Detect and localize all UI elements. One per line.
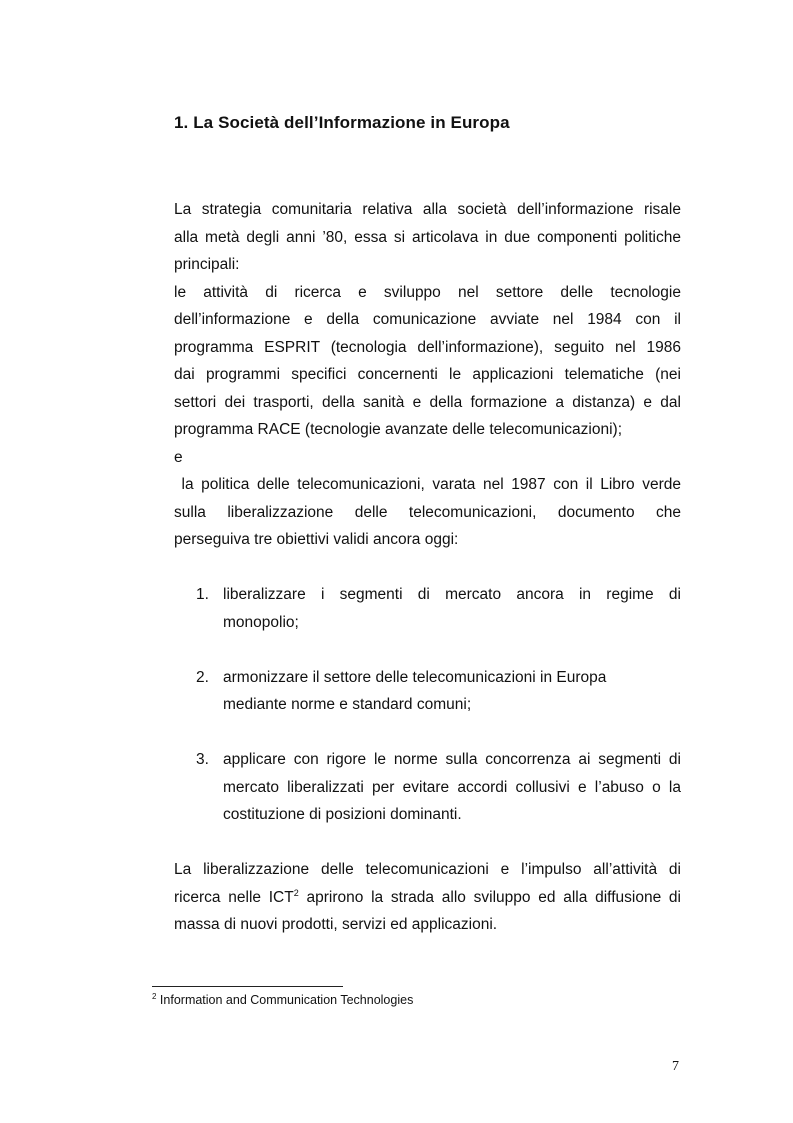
text-line: dai programmi specifici concernenti le applicazioni telematiche (nei [174,366,681,383]
text-fragment: ricerca nelle ICT [174,888,294,906]
text-line: sulla liberalizzazione delle telecomunicazioni, documento che [174,503,681,521]
closing-paragraph [174,856,681,939]
conjunction-line [174,444,681,472]
footnote [152,992,413,1008]
list-number: 1. [196,586,209,603]
text-line: armonizzare il settore delle telecomunicazioni in Europa [223,668,607,686]
list-number: 2. [196,668,209,686]
footnote-divider [152,986,343,987]
list-item [196,746,681,829]
text-line: La liberalizzazione delle telecomunicazioni e l’impulso all’attività di [174,861,681,878]
section-heading: 1. La Società dell’Informazione in Europa [174,113,510,132]
text-line: mercato liberalizzati per evitare accordi collusivi e l’abuso o la [223,778,681,796]
text-line: principali: [174,256,240,273]
footnote-marker: 2 [152,992,157,1001]
text-line: massa di nuovi prodotti, servizi ed applicazioni. [174,916,498,933]
text-fragment: aprirono la strada allo sviluppo ed alla diffusione di [298,888,681,906]
text-line: dell’informazione e della comunicazione avviate nel 1984 con il [174,311,681,328]
text-line: liberalizzare i segmenti di mercato ancora in regime di [223,586,681,603]
text-line: mediante norme e standard comuni; [223,696,472,713]
footnote-reference[interactable]: 2 [293,887,299,898]
list-item [196,664,681,719]
text-line: programma ESPRIT (tecnologia dell’informazione), seguito nel 1986 [174,338,681,356]
text-line: la politica delle telecomunicazioni, varata nel 1987 con il Libro verde [174,476,681,493]
text-line: La strategia comunitaria relativa alla società dell’informazione risale [174,201,681,218]
research-paragraph [174,279,681,444]
page-number: 7 [672,1059,679,1074]
list-item [196,581,681,636]
text-line: programma RACE (tecnologie avanzate delle telecomunicazioni); [174,421,623,438]
footnote-text: Information and Communication Technologies [156,993,414,1007]
text-line: applicare con rigore le norme sulla concorrenza ai segmenti di [223,751,681,768]
text-line [174,884,681,912]
text-line: le attività di ricerca e sviluppo nel settore delle tecnologie [174,283,681,301]
list-number: 3. [196,751,209,768]
text-line: alla metà degli anni ’80, essa si articolava in due componenti politiche [174,228,681,246]
text-line: costituzione di posizioni dominanti. [223,806,462,823]
text-line: monopolio; [223,613,299,631]
telecom-policy-paragraph [174,471,681,554]
intro-paragraph [174,196,681,279]
text-line: e [174,448,183,466]
text-line: settori dei trasporti, della sanità e della formazione a distanza) e dal [174,393,681,411]
text-line: perseguiva tre obiettivi validi ancora oggi: [174,531,459,548]
